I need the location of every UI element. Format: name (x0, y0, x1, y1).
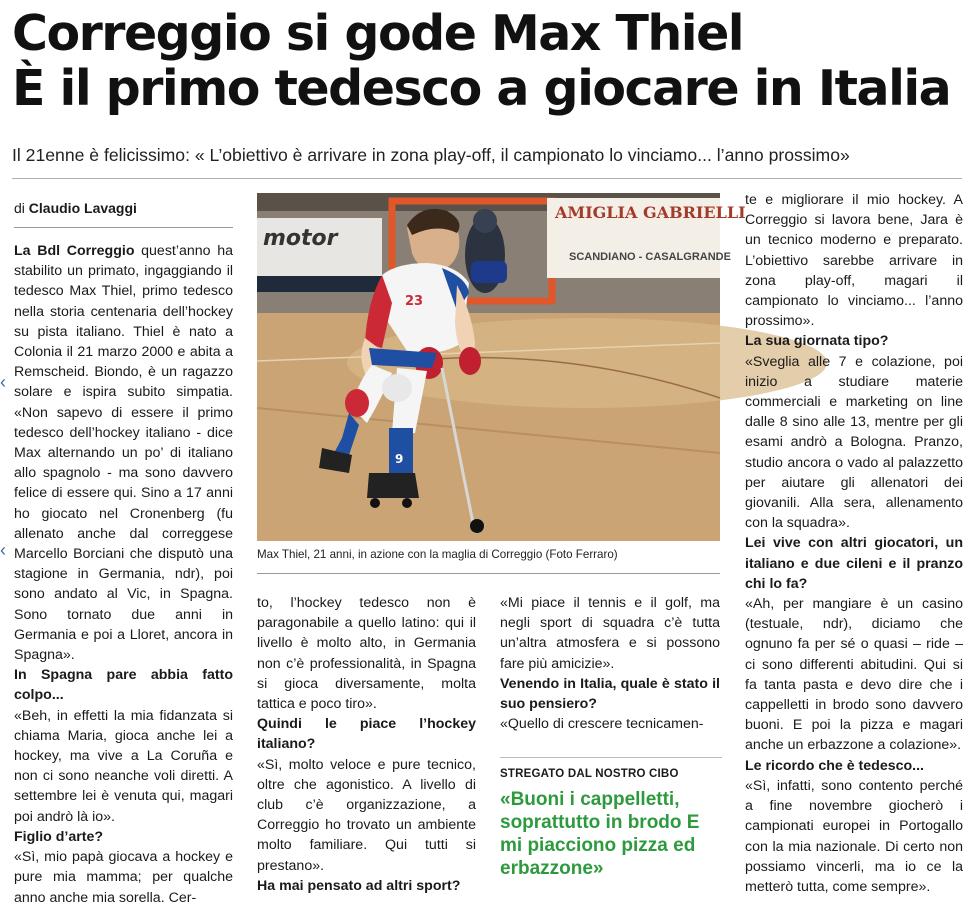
paragraph (14, 241, 233, 665)
interview-question: Le ricordo che è tedesco... (745, 757, 924, 774)
byline-prefix: di (14, 200, 25, 216)
header-divider (12, 178, 962, 179)
subtitle: Il 21enne è felicissimo: « L’obiettivo è arrivare in zona play-off, il campionato lo vinciamo... l’anno prossimo» (12, 145, 850, 165)
banner-text-right-sub: SCANDIANO - CASALGRANDE (569, 251, 731, 263)
byline-divider (14, 227, 233, 228)
interview-question: La sua giornata tipo? (745, 333, 889, 350)
interview-question: Figlio d’arte? (14, 828, 104, 845)
hockey-player-illustration (257, 193, 746, 541)
paragraph: «Sveglia alle 7 e colazione, poi inizio a studiare materie commerciali e marketing on line dalle 8 sino alle 13, mentre per gli esami andrò a Bologna. Pranzo, studio ancora o vado al palazzetto per aiutare gli allenatori dei giovanili. Alla sera, allenamento con la squadra». (745, 353, 963, 532)
paragraph: «Mi piace il tennis e il golf, ma negli sport di squadra c’è tutta un’altra atmosfera e si possono fare più amicizie». (500, 595, 720, 672)
article-column-2 (257, 593, 476, 896)
sock-number: 9 (395, 452, 404, 466)
interview-question: Venendo in Italia, quale è stato il suo pensiero? (500, 675, 720, 713)
article-column-3 (500, 593, 720, 734)
byline-author: Claudio Lavaggi (28, 200, 137, 216)
article-photo (257, 193, 746, 541)
caption-divider (257, 573, 720, 574)
paragraph: «Sì, infatti, sono contento perché a fine novembre giocherò i campionati europei in Portogallo con la mia nazionale. Di certo non possiamo vincerli, ma io ce la metterò tutta, come sempre». (745, 777, 963, 895)
interview-question: Lei vive con altri giocatori, un italiano e due cileni e il pranzo chi lo fa? (745, 535, 963, 592)
headline (12, 6, 962, 116)
headline-line-1: Correggio si gode Max Thiel (12, 5, 744, 62)
paragraph: «Sì, mio papà giocava a hockey e pure mia mamma; per qualche anno anche mia sorella. Cer- (14, 849, 233, 906)
jersey-number: 23 (405, 294, 424, 309)
paragraph-text: quest’anno ha stabilito un primato, ingaggiando il tedesco Max Thiel, primo tedesco nella storia centenaria dell’hockey su pista italiano. Thiel è nato a Colonia il 21 marzo 2000 e abita a Remscheid. Biondo, è un ragazzo solare e ispira subito simpatia. «Non sapevo di essere il primo tedesco dell’hockey italiano - dice Max alternando un po’ di italiano allo spagnolo - ma sono davvero felice di essere qui. Sino a 17 anni ho giocato nel Cronenberg (fu allenato anche dal correggese Marcello Borciani che disputò una stagione in Germania, ndr), poi sono andato al Vic, in Spagna. Sono tornato due anni in Germania e poi a Lloret, ancora in Spagna». (14, 243, 233, 664)
paragraph: «Beh, in effetti la mia fidanzata si chiama Maria, gioca anche lei a hockey, ma vive a La Coruña e non ci sono neanche voli diretti. A settembre lei è venuta qui, magari poi andrò là io». (14, 707, 233, 825)
paragraph: «Ah, per mangiare è un casino (testuale, ndr), diciamo che ognuno fa per sé o quasi – ride – ci sono differenti abitudini. Qui si fa tanta pasta e devo dire che i cappelletti in brodo sono davvero buoni. E poi la pizza e magari anche un erbazzone a colazione». (745, 596, 963, 754)
article-column-1 (14, 241, 233, 908)
page-curl-mark: ‹ (0, 372, 6, 392)
banner-text-right: AMIGLIA GABRIELLI (555, 203, 746, 222)
page-curl-mark: ‹ (0, 540, 6, 560)
paragraph: «Sì, molto veloce e pure tecnico, oltre che agonistico. A livello di club c’è organizzazione, a Correggio ho trovato un ambiente molto familiare. Qui tutti si prestano». (257, 756, 476, 874)
photo-caption: Max Thiel, 21 anni, in azione con la maglia di Correggio (Foto Ferraro) (257, 548, 618, 561)
paragraph: te e migliorare il mio hockey. A Correggio si lavora bene, Jara è un tecnico moderno e preparato. L’obiettivo sarebbe arrivare in zona play-off, magari il campionato lo vinciamo... l’anno prossimo». (745, 192, 963, 330)
interview-question: Ha mai pensato ad altri sport? (257, 877, 461, 894)
byline (14, 200, 233, 216)
interview-question: In Spagna pare abbia fatto colpo... (14, 667, 233, 704)
article-column-4 (745, 190, 963, 897)
lead-in: La Bdl Correggio (14, 243, 135, 259)
sidebar-kicker: STREGATO DAL NOSTRO CIBO (500, 768, 679, 780)
sidebar-title: «Buoni i cappelletti, soprattutto in brodo E mi piacciono pizza ed erbazzone» (500, 789, 700, 879)
banner-text-left: motor (263, 226, 338, 251)
interview-question: Quindi le piace l’hockey italiano? (257, 716, 476, 753)
paragraph: to, l’hockey tedesco non è paragonabile a quello latino: qui il livello è molto alto, in Germania non c’è professionalità, in Spagna si gioca diversamente, molta tattica e poco tiro». (257, 595, 476, 713)
paragraph: «Quello di crescere tecnicamen- (500, 716, 704, 733)
headline-line-2: È il primo tedesco a giocare in Italia (12, 60, 951, 117)
sidebar-box (500, 757, 722, 882)
